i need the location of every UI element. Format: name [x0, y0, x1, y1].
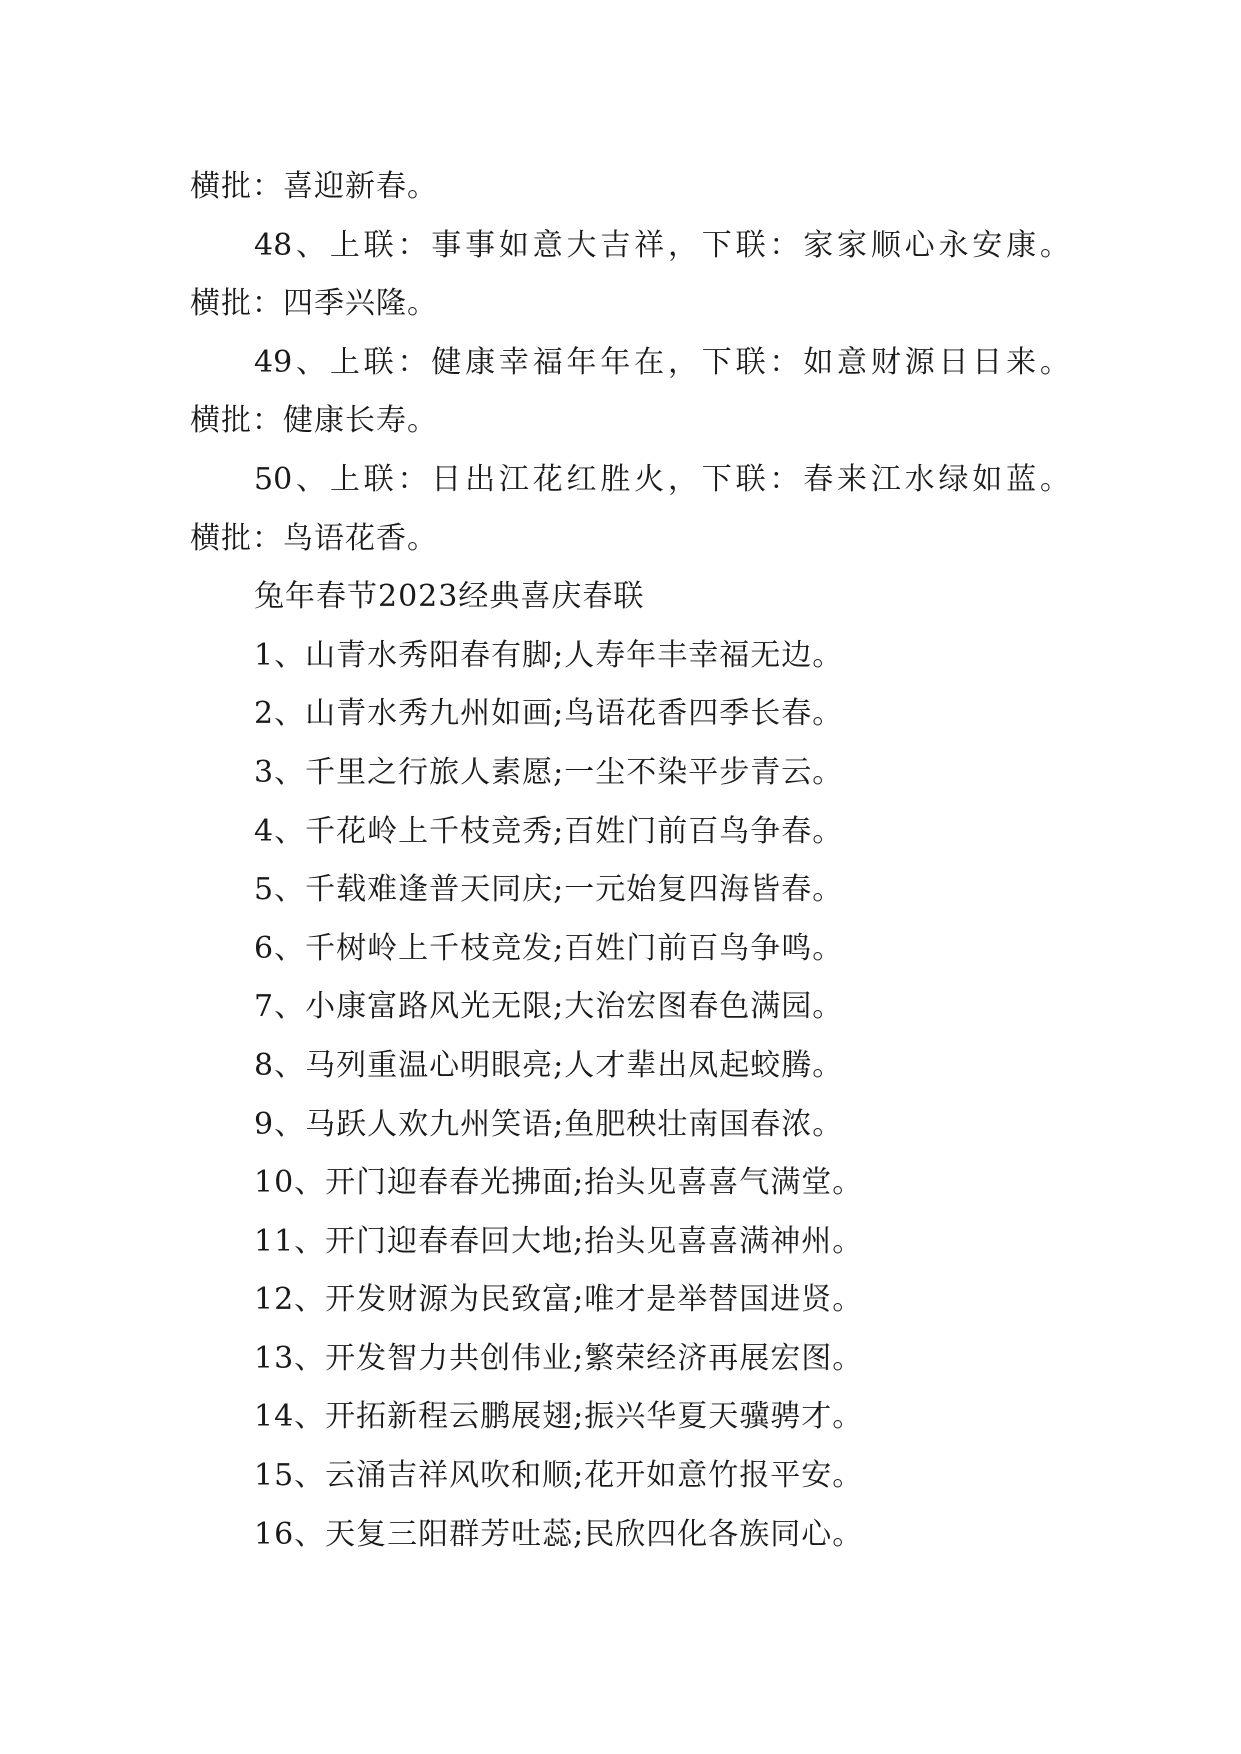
- document-body: [190, 158, 1070, 1564]
- text-line: 14、开拓新程云鹏展翅;振兴华夏天骥骋才。: [254, 1399, 864, 1435]
- text-line: 横批：健康长寿。: [190, 403, 438, 439]
- text-line: 16、天复三阳群芳吐蕊;民欣四化各族同心。: [254, 1516, 864, 1552]
- text-line: 3、千里之行旅人素愿;一尘不染平步青云。: [254, 754, 844, 790]
- text-line: 11、开门迎春春回大地;抬头见喜喜满神州。: [254, 1223, 864, 1259]
- text-line: 2、山青水秀九州如画;鸟语花香四季长春。: [254, 696, 844, 732]
- text-line: 8、马列重温心明眼亮;人才辈出凤起蛟腾。: [254, 1047, 844, 1083]
- text-line: 49 、 上 联 ： 健 康 幸 福 年 年 在 ， 下 联 ： 如 意 财 源 日 日 来 。: [254, 344, 1070, 380]
- text-line: 4、千花岭上千枝竞秀;百姓门前百鸟争春。: [254, 813, 844, 849]
- text-line: 10、开门迎春春光拂面;抬头见喜喜气满堂。: [254, 1165, 864, 1201]
- text-line: 13、开发智力共创伟业;繁荣经济再展宏图。: [254, 1340, 864, 1376]
- text-line: 横批：鸟语花香。: [190, 520, 438, 556]
- text-line: 兔年春节2023经典喜庆春联: [254, 579, 645, 615]
- text-line: 9、马跃人欢九州笑语;鱼肥秧壮南国春浓。: [254, 1106, 844, 1142]
- text-line: 5、千载难逢普天同庆;一元始复四海皆春。: [254, 872, 844, 908]
- text-line: 50 、 上 联 ： 日 出 江 花 红 胜 火 ， 下 联 ： 春 来 江 水 绿 如 蓝 。: [254, 461, 1070, 497]
- text-line: 12、开发财源为民致富;唯才是举替国进贤。: [254, 1282, 864, 1318]
- text-line: 15、云涌吉祥风吹和顺;花开如意竹报平安。: [254, 1458, 864, 1494]
- text-line: 48 、 上 联 ： 事 事 如 意 大 吉 祥 ， 下 联 ： 家 家 顺 心 永 安 康 。: [254, 227, 1070, 263]
- text-line: 6、千树岭上千枝竞发;百姓门前百鸟争鸣。: [254, 930, 844, 966]
- text-line: 1、山青水秀阳春有脚;人寿年丰幸福无边。: [254, 637, 844, 673]
- text-line: 7、小康富路风光无限;大治宏图春色满园。: [254, 989, 844, 1025]
- text-line: 横批：喜迎新春。: [190, 169, 438, 204]
- text-line: 横批：四季兴隆。: [190, 286, 438, 322]
